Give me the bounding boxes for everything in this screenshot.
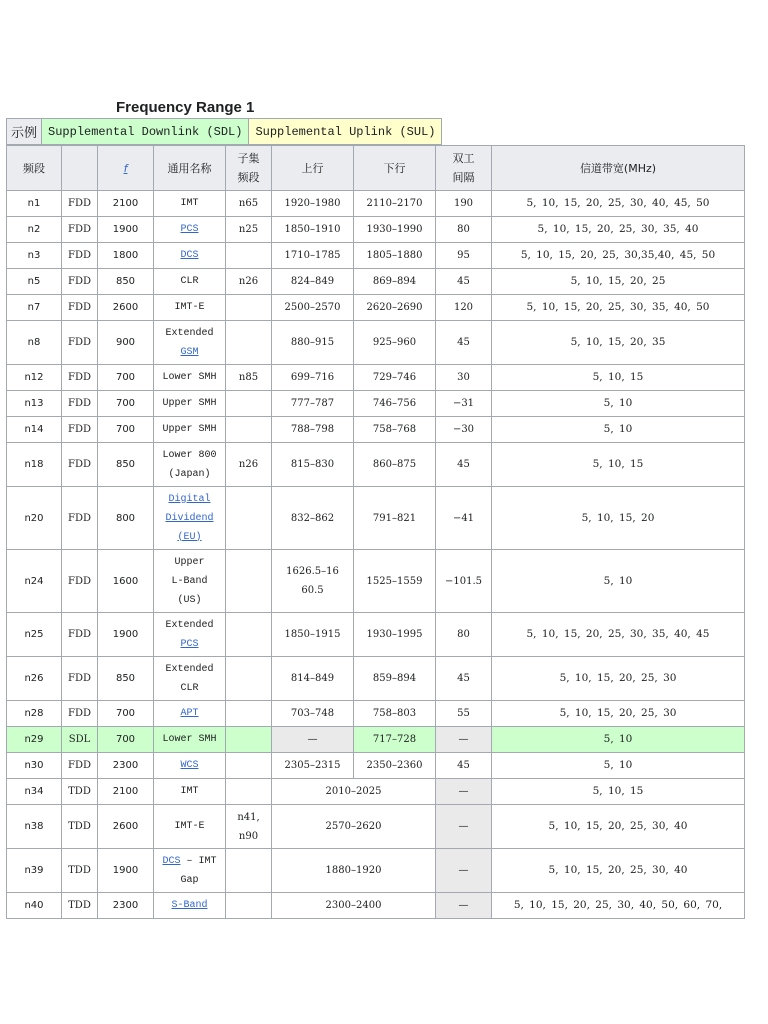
mode-cell: FDD [62,613,98,657]
bandwidth-cell: 5, 10, 15, 20, 35 [492,321,745,365]
subset-cell [226,443,272,487]
name-text: L-Band [171,575,208,587]
duplex-cell: 45 [436,657,492,701]
subset-cell [226,849,272,893]
bandwidth-cell: 5, 10, 15, 20, 25, 30, 40 [492,805,745,849]
subset-cell [226,701,272,727]
name-cell [154,613,226,657]
name-text: IMT [180,198,199,209]
name-cell [154,779,226,805]
duplex-cell: — [436,893,492,919]
name-text: CLR [180,276,199,287]
header-subset: 子集 频段 [226,146,272,191]
name-cell [154,321,226,365]
band-cell: n39 [7,849,62,893]
bandwidth-cell: 5, 10, 15 [492,365,745,391]
bandwidth-cell: 5, 10 [492,727,745,753]
name-link[interactable]: DCS [162,855,181,867]
mode-cell: FDD [62,295,98,321]
bandwidth-cell: 5, 10 [492,417,745,443]
name-text: Extended [165,327,214,339]
uplink-cell: 1710–1785 [272,243,354,269]
subset-cell [226,657,272,701]
table-row [7,295,745,321]
mode-cell: TDD [62,779,98,805]
bandwidth-cell: 5, 10, 15 [492,779,745,805]
band-cell: n3 [7,243,62,269]
duplex-cell: −41 [436,487,492,550]
downlink-cell: 1930–1990 [354,217,436,243]
downlink-cell: 717–728 [354,727,436,753]
bandwidth-cell: 5, 10 [492,753,745,779]
band-cell: n30 [7,753,62,779]
mode-cell: FDD [62,217,98,243]
subset-cell [226,727,272,753]
band-cell: n1 [7,191,62,217]
name-link[interactable]: S-Band [171,900,208,911]
subset-cell [226,365,272,391]
mode-cell: TDD [62,849,98,893]
header-uplink: 上行 [272,146,354,191]
duplex-cell: −31 [436,391,492,417]
subset-cell [226,217,272,243]
legend-sul: Supplemental Uplink (SUL) [249,119,442,145]
table-row [7,779,745,805]
tdd-range-cell: 2010–2025 [272,779,436,805]
bandwidth-cell: 5, 10, 15, 20, 25, 30,35,40, 45, 50 [492,243,745,269]
uplink-cell: 880–915 [272,321,354,365]
mode-cell: FDD [62,269,98,295]
name-cell [154,191,226,217]
uplink-cell: 1850–1915 [272,613,354,657]
subset-cell [226,613,272,657]
band-cell: n14 [7,417,62,443]
mode-cell: FDD [62,191,98,217]
downlink-cell: 2620–2690 [354,295,436,321]
frequency-cell: 1600 [98,550,154,613]
table-row [7,217,745,243]
table-row [7,417,745,443]
downlink-cell: 859–894 [354,657,436,701]
band-cell: n13 [7,391,62,417]
band-cell: n26 [7,657,62,701]
name-cell [154,295,226,321]
frequency-cell: 700 [98,417,154,443]
subset-cell [226,550,272,613]
mode-cell: FDD [62,657,98,701]
downlink-cell: 1525–1559 [354,550,436,613]
bandwidth-cell: 5, 10, 15, 20, 25, 30, 35, 40 [492,217,745,243]
name-cell [154,753,226,779]
name-text: Upper SMH [162,424,217,435]
name-text: IMT [198,855,217,867]
band-cell: n18 [7,443,62,487]
table-row [7,893,745,919]
duplex-cell: 45 [436,443,492,487]
name-link[interactable]: (EU) [177,531,202,543]
downlink-cell: 758–768 [354,417,436,443]
bandwidth-cell: 5, 10, 15, 20, 25, 30, 40, 45, 50 [492,191,745,217]
header-duplex: 双工 间隔 [436,146,492,191]
frequency-cell: 2300 [98,893,154,919]
subset-text: n90 [238,830,259,842]
duplex-cell: 55 [436,701,492,727]
duplex-cell: — [436,779,492,805]
table-row [7,269,745,295]
band-cell: n28 [7,701,62,727]
band-cell: n12 [7,365,62,391]
uplink-cell: 814–849 [272,657,354,701]
table-row [7,849,745,893]
subset-cell [226,295,272,321]
name-cell [154,893,226,919]
table-row [7,753,745,779]
table-row [7,443,745,487]
subset-cell [226,779,272,805]
mode-cell: FDD [62,487,98,550]
name-cell [154,217,226,243]
name-text: IMT [180,786,199,797]
downlink-cell: 1805–1880 [354,243,436,269]
duplex-cell: −101.5 [436,550,492,613]
downlink-cell: 2350–2360 [354,753,436,779]
bandwidth-cell: 5, 10 [492,550,745,613]
table-row [7,487,745,550]
frequency-cell: 1900 [98,613,154,657]
downlink-cell: 746–756 [354,391,436,417]
frequency-cell: 2100 [98,779,154,805]
mode-cell: FDD [62,391,98,417]
mode-cell: FDD [62,550,98,613]
name-link[interactable]: DCS [180,250,199,261]
frequency-cell: 700 [98,391,154,417]
uplink-cell: 788–798 [272,417,354,443]
name-text: Upper SMH [162,398,217,409]
downlink-cell: 729–746 [354,365,436,391]
downlink-cell: 758–803 [354,701,436,727]
band-cell: n7 [7,295,62,321]
uplink-cell: 777–787 [272,391,354,417]
tdd-range-cell: 1880–1920 [272,849,436,893]
name-cell [154,657,226,701]
uplink-cell: 2305–2315 [272,753,354,779]
table-row [7,805,745,849]
legend-sdl: Supplemental Downlink (SDL) [42,119,249,145]
bandwidth-cell: 5, 10, 15, 20, 25, 30 [492,657,745,701]
duplex-cell: −30 [436,417,492,443]
name-link[interactable]: PCS [180,224,199,235]
uplink-cell: 824–849 [272,269,354,295]
duplex-cell: 120 [436,295,492,321]
name-cell [154,417,226,443]
subset-cell [226,805,272,849]
uplink-cell: — [272,727,354,753]
table-row [7,657,745,701]
bandwidth-cell: 5, 10 [492,391,745,417]
band-cell: n25 [7,613,62,657]
table-row [7,191,745,217]
duplex-cell: 80 [436,613,492,657]
duplex-cell: — [436,849,492,893]
name-cell [154,243,226,269]
downlink-cell: 791–821 [354,487,436,550]
name-cell [154,849,226,893]
band-cell: n5 [7,269,62,295]
mode-cell: TDD [62,893,98,919]
name-link[interactable]: Digital [168,493,211,505]
subset-text: n26 [238,459,259,470]
subset-cell [226,321,272,365]
table-row [7,727,745,753]
downlink-cell: 925–960 [354,321,436,365]
duplex-cell: — [436,805,492,849]
frequency-cell: 700 [98,365,154,391]
bandwidth-cell: 5, 10, 15, 20, 25, 30, 35, 40, 50 [492,295,745,321]
duplex-cell: 45 [436,269,492,295]
duplex-cell: 80 [436,217,492,243]
name-link[interactable]: PCS [180,638,199,650]
bandwidth-cell: 5, 10, 15 [492,443,745,487]
frequency-band-table [6,145,745,919]
downlink-cell: 860–875 [354,443,436,487]
table-row [7,243,745,269]
subset-cell [226,753,272,779]
tdd-range-cell: 2300–2400 [272,893,436,919]
name-text: IMT-E [174,821,205,832]
uplink-cell: 815–830 [272,443,354,487]
subset-cell [226,391,272,417]
frequency-cell: 2300 [98,753,154,779]
mode-cell: FDD [62,417,98,443]
table-row [7,365,745,391]
band-cell: n29 [7,727,62,753]
mode-cell: FDD [62,365,98,391]
uplink-cell: 832–862 [272,487,354,550]
name-text: Lower 800 [162,449,217,461]
frequency-cell: 900 [98,321,154,365]
frequency-cell: 700 [98,701,154,727]
mode-cell: FDD [62,443,98,487]
frequency-cell: 2600 [98,805,154,849]
frequency-cell: 1800 [98,243,154,269]
bandwidth-cell: 5, 10, 15, 20, 25, 30, 40 [492,849,745,893]
legend-label: 示例 [7,119,42,145]
frequency-cell: 850 [98,657,154,701]
header-downlink: 下行 [354,146,436,191]
name-cell [154,550,226,613]
mode-cell: FDD [62,753,98,779]
header-band: 频段 [7,146,62,191]
duplex-cell: 45 [436,753,492,779]
frequency-cell: 700 [98,727,154,753]
name-cell [154,487,226,550]
subset-cell [226,893,272,919]
downlink-cell: 1930–1995 [354,613,436,657]
band-cell: n34 [7,779,62,805]
uplink-cell: 699–716 [272,365,354,391]
header-bandwidth: 信道带宽(MHz) [492,146,745,191]
duplex-cell: — [436,727,492,753]
band-cell: n38 [7,805,62,849]
frequency-cell: 1900 [98,849,154,893]
mode-cell: FDD [62,243,98,269]
frequency-cell: 850 [98,443,154,487]
bandwidth-cell: 5, 10, 15, 20 [492,487,745,550]
table-caption: Frequency Range 1 [116,99,255,116]
name-text: IMT-E [174,302,205,313]
name-cell [154,701,226,727]
name-text: Extended [165,619,214,631]
table-row [7,701,745,727]
name-text: (Japan) [168,468,211,480]
name-cell [154,365,226,391]
table-row [7,321,745,365]
band-cell: n20 [7,487,62,550]
frequency-cell: 800 [98,487,154,550]
mode-cell: FDD [62,321,98,365]
table-row [7,613,745,657]
name-text: CLR [180,682,199,694]
header-mode [62,146,98,191]
frequency-cell: 2600 [98,295,154,321]
subset-cell [226,269,272,295]
name-text: (US) [177,594,202,606]
band-cell: n8 [7,321,62,365]
subset-text: n26 [238,276,259,287]
tdd-range-cell: 2570–2620 [272,805,436,849]
band-cell: n24 [7,550,62,613]
table-body [7,191,745,919]
frequency-cell: 2100 [98,191,154,217]
subset-cell [226,487,272,550]
frequency-cell: 850 [98,269,154,295]
uplink-cell: 1920–1980 [272,191,354,217]
name-link[interactable]: Dividend [165,512,214,524]
name-link[interactable]: WCS [180,760,199,771]
bandwidth-cell: 5, 10, 15, 20, 25 [492,269,745,295]
table-row [7,550,745,613]
table-row [7,391,745,417]
name-text: – [186,855,193,867]
mode-cell: FDD [62,701,98,727]
name-link[interactable]: GSM [180,346,199,358]
duplex-cell: 30 [436,365,492,391]
name-link[interactable]: APT [180,708,199,719]
bandwidth-cell: 5, 10, 15, 20, 25, 30 [492,701,745,727]
downlink-cell: 869–894 [354,269,436,295]
name-cell [154,269,226,295]
name-text: Extended [165,663,214,675]
name-cell [154,391,226,417]
uplink-cell: 703–748 [272,701,354,727]
uplink-cell: 2500–2570 [272,295,354,321]
duplex-cell: 95 [436,243,492,269]
name-text: Lower SMH [162,372,217,383]
duplex-cell: 45 [436,321,492,365]
duplex-cell: 190 [436,191,492,217]
band-cell: n2 [7,217,62,243]
subset-text: n41, [237,811,260,823]
name-text: Lower SMH [162,734,217,745]
subset-cell [226,417,272,443]
mode-cell: TDD [62,805,98,849]
name-cell [154,443,226,487]
subset-cell [226,191,272,217]
subset-text: n65 [238,198,259,209]
downlink-cell: 2110–2170 [354,191,436,217]
subset-text: n25 [238,224,259,235]
uplink-cell: 1626.5–1660.5 [272,550,354,613]
name-text: Gap [180,874,199,886]
bandwidth-cell: 5, 10, 15, 20, 25, 30, 40, 50, 60, 70, [492,893,745,919]
frequency-cell: 1900 [98,217,154,243]
mode-cell: SDL [62,727,98,753]
name-cell [154,805,226,849]
header-f[interactable] [98,146,154,191]
header-row [7,146,745,191]
subset-cell [226,243,272,269]
band-cell: n40 [7,893,62,919]
f-link[interactable]: f [123,161,128,175]
bandwidth-cell: 5, 10, 15, 20, 25, 30, 35, 40, 45 [492,613,745,657]
name-text: Upper [174,556,205,568]
legend-table [6,118,442,145]
subset-text: n85 [238,372,259,383]
uplink-cell: 1850–1910 [272,217,354,243]
name-cell [154,727,226,753]
header-name: 通用名称 [154,146,226,191]
